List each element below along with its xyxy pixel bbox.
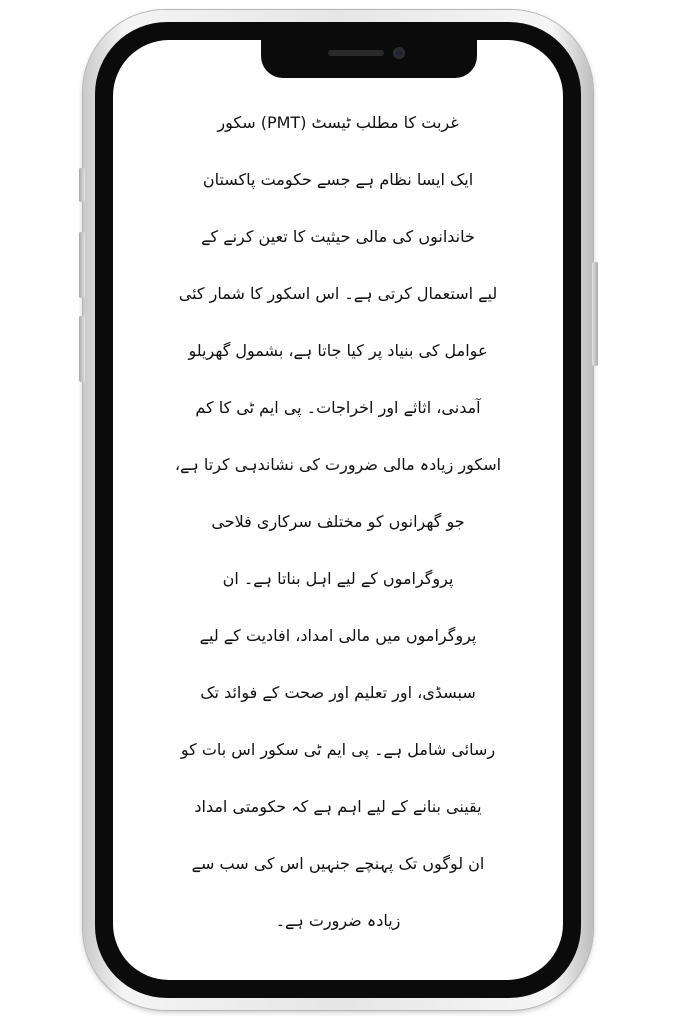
- text-line: خاندانوں کی مالی حیثیت کا تعین کرنے کے: [201, 227, 475, 246]
- speaker-grille: [328, 50, 384, 56]
- text-line: ایک ایسا نظام ہے جسے حکومت پاکستان: [202, 170, 474, 189]
- volume-down-button: [79, 316, 85, 382]
- text-line: غربت کا مطلب ٹیسٹ (PMT) سکور: [217, 113, 459, 132]
- text-line: زیادہ ضرورت ہے۔: [275, 911, 401, 930]
- text-line: لیے استعمال کرتی ہے۔ اس اسکور کا شمار کئی: [178, 284, 498, 303]
- text-line: پروگراموں میں مالی امداد، افادیت کے لیے: [199, 626, 477, 645]
- text-line: آمدنی، اثاثے اور اخراجات۔ پی ایم ٹی کا کم: [195, 398, 481, 417]
- phone-notch: [261, 40, 477, 78]
- power-button: [592, 262, 598, 366]
- urdu-article-text: [120, 94, 556, 949]
- text-line: یقینی بنانے کے لیے اہم ہے کہ حکومتی امداد: [194, 797, 482, 816]
- text-line: رسائی شامل ہے۔ پی ایم ٹی سکور اس بات کو: [180, 740, 496, 759]
- text-line: سبسڈی، اور تعلیم اور صحت کے فوائد تک: [200, 683, 476, 702]
- text-line: پروگراموں کے لیے اہل بناتا ہے۔ ان: [222, 569, 454, 588]
- mute-switch: [79, 168, 85, 202]
- volume-up-button: [79, 232, 85, 298]
- front-camera-icon: [393, 47, 405, 59]
- text-line: ان لوگوں تک پہنچے جنہیں اس کی سب سے: [191, 854, 485, 873]
- text-line: جو گھرانوں کو مختلف سرکاری فلاحی: [211, 512, 465, 531]
- text-line: عوامل کی بنیاد پر کیا جاتا ہے، بشمول گھریلو: [188, 341, 488, 360]
- text-line: اسکور زیادہ مالی ضرورت کی نشاندہی کرتا ہے،: [174, 455, 502, 474]
